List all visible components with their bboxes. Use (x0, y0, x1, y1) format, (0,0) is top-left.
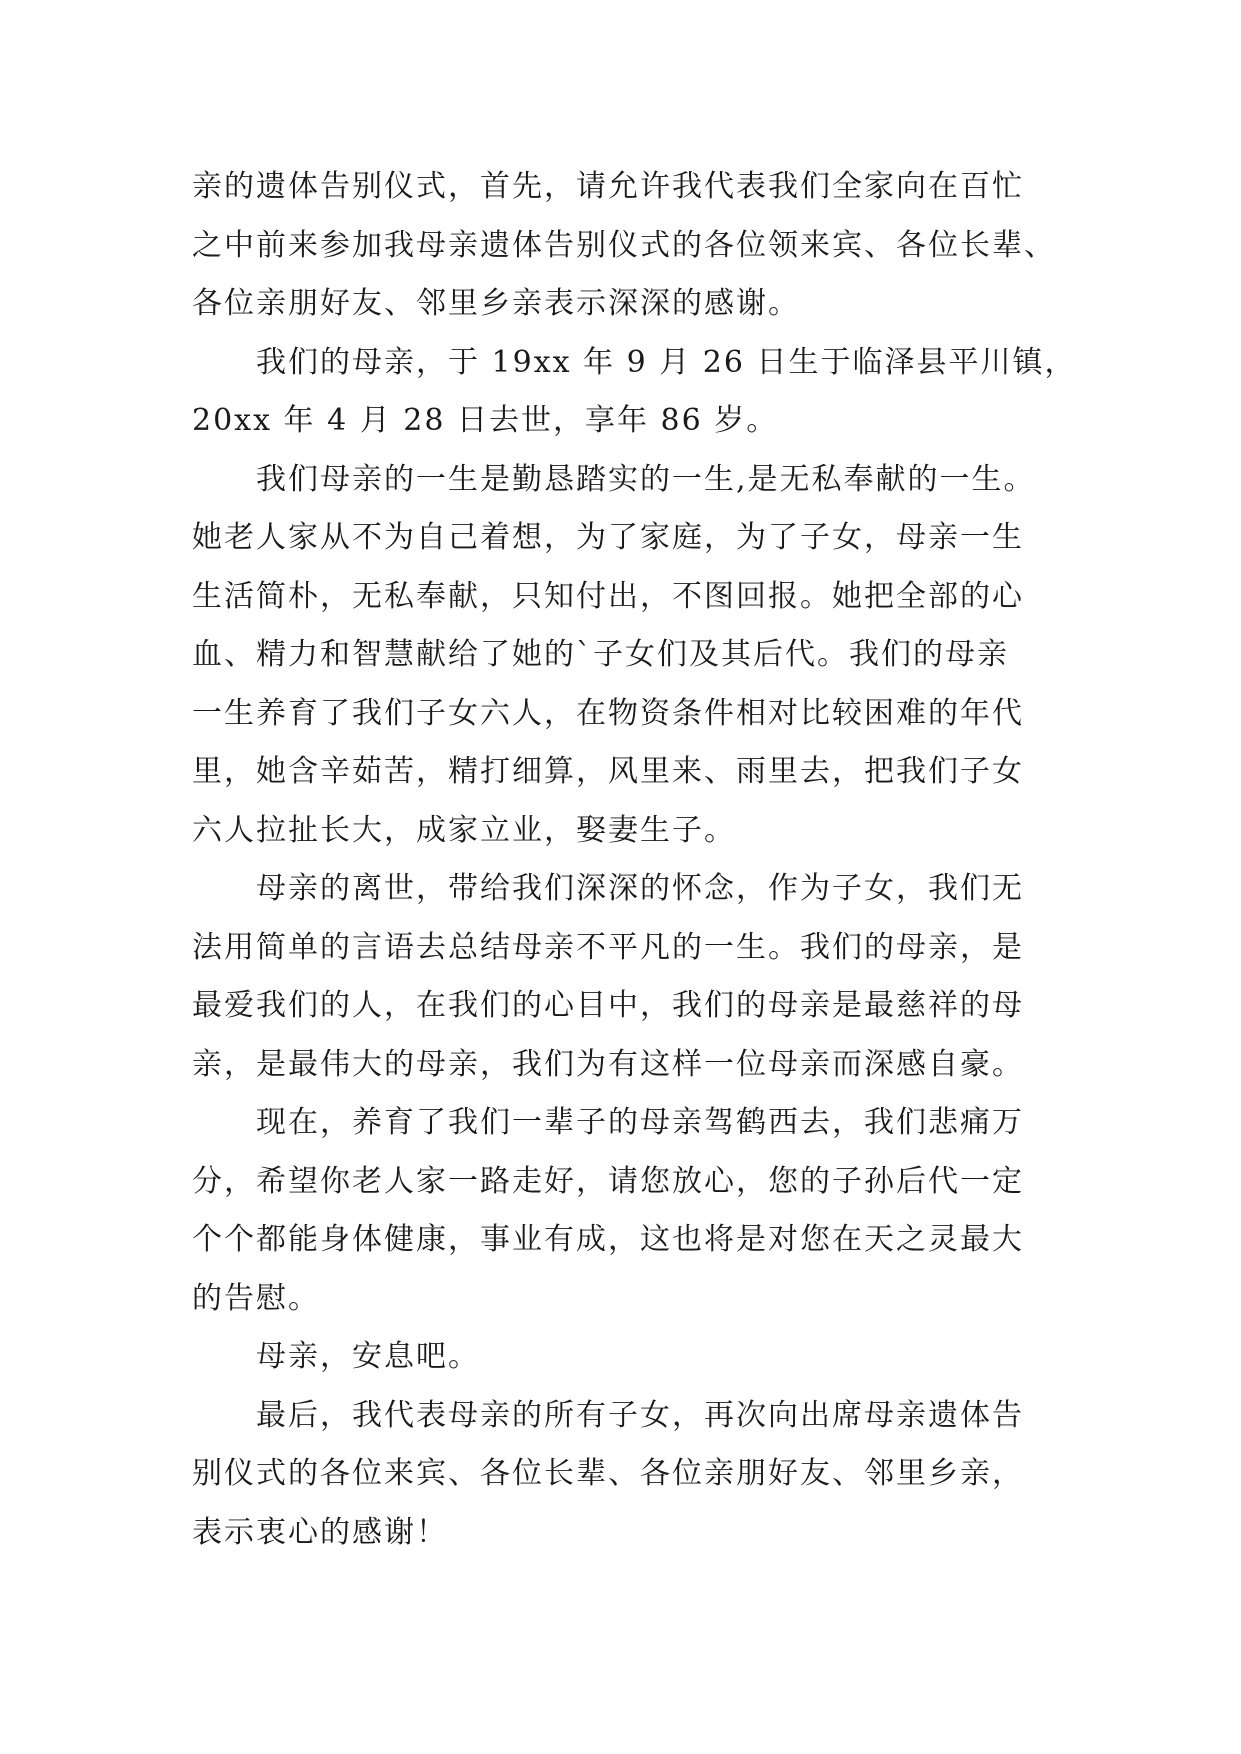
text-line: 我们母亲的一生是勤恳踏实的一生,是无私奉献的一生。 (256, 461, 1036, 497)
text-line: 现在，养育了我们一辈子的母亲驾鹤西去，我们悲痛万 (256, 1105, 1024, 1140)
text-line: 血、精力和智慧献给了她的`子女们及其后代。我们的母亲 (192, 637, 1009, 672)
text-line: 六人拉扯长大，成家立业，娶妻生子。 (192, 812, 736, 848)
text-line: 之中前来参加我母亲遗体告别仪式的各位领来宾、各位长辈、 (192, 227, 1056, 263)
text-line: 里，她含辛茹苦，精打细算，风里来、雨里去，把我们子女 (192, 754, 1024, 789)
text-line: 别仪式的各位来宾、各位长辈、各位亲朋好友、邻里乡亲， (192, 1456, 1024, 1491)
text-line: 分，希望你老人家一路走好，请您放心，您的子孙后代一定 (192, 1163, 1024, 1199)
text-line: 母亲，安息吧。 (256, 1339, 480, 1374)
text-line: 法用简单的言语去总结母亲不平凡的一生。我们的母亲，是 (192, 929, 1024, 965)
text-line: 母亲的离世，带给我们深深的怀念，作为子女，我们无 (256, 871, 1024, 906)
text-line: 最后，我代表母亲的所有子女，再次向出席母亲遗体告 (256, 1397, 1024, 1433)
eulogy-text (192, 158, 1092, 1562)
text-line: 亲的遗体告别仪式，首先，请允许我代表我们全家向在百忙 (192, 169, 1024, 204)
text-line: 亲，是最伟大的母亲，我们为有这样一位母亲而深感自豪。 (192, 1046, 1024, 1082)
text-line: 个个都能身体健康，事业有成，这也将是对您在天之灵最大 (192, 1222, 1024, 1257)
text-line: 表示衷心的感谢！ (192, 1514, 448, 1550)
text-line: 最爱我们的人，在我们的心目中，我们的母亲是最慈祥的母 (192, 988, 1024, 1023)
text-line: 她老人家从不为自己着想，为了家庭，为了子女，母亲一生 (192, 520, 1024, 555)
text-line: 我们的母亲，于 19xx 年 9 月 26 日生于临泽县平川镇， (256, 344, 1077, 380)
text-line: 20xx 年 4 月 28 日去世，享年 86 岁。 (192, 403, 779, 438)
text-line: 的告慰。 (192, 1280, 320, 1316)
text-line: 一生养育了我们子女六人，在物资条件相对比较困难的年代 (192, 695, 1024, 731)
text-line: 生活简朴，无私奉献，只知付出，不图回报。她把全部的心 (192, 578, 1024, 614)
text-line: 各位亲朋好友、邻里乡亲表示深深的感谢。 (192, 286, 800, 321)
